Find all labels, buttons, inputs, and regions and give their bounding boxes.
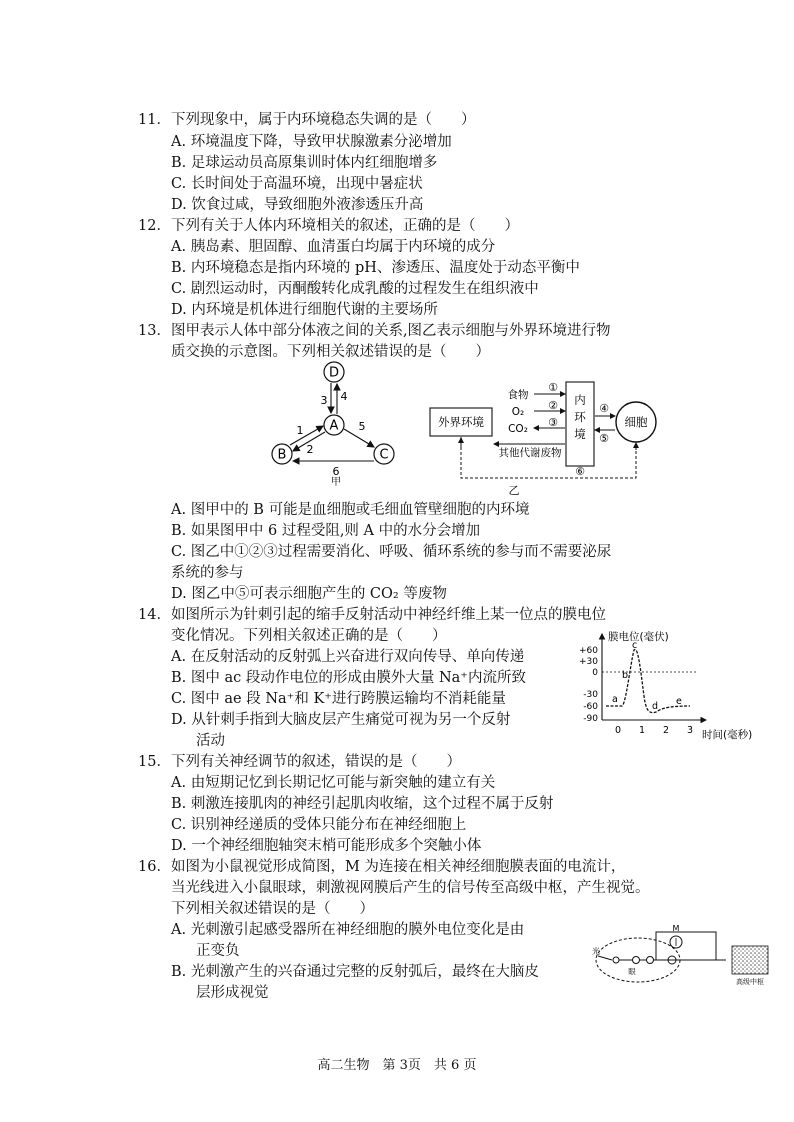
ytick-p60: +60 (579, 646, 598, 656)
q12-option-b: B. 内环境稳态是指内环境的 pH、渗透压、温度处于动态平衡中 (171, 260, 580, 276)
point-e: e (676, 696, 682, 707)
node-a-label: A (329, 418, 339, 434)
meter-label: M (672, 924, 680, 933)
question-16-stem-line1: 16．如图为小鼠视觉形成简图，M 为连接在相关神经细胞膜表面的电流计， (138, 859, 626, 875)
neuron-1 (633, 957, 640, 964)
num-6: ⑥ (575, 465, 585, 478)
q16-option-a-line2: 正变负 (196, 943, 240, 959)
higher-center-label: 高级中枢 (736, 978, 764, 986)
q15-option-b: B. 刺激连接肌肉的神经引起肌肉收缩，这个过程不属于反射 (171, 796, 554, 812)
figure-membrane-potential (566, 626, 772, 746)
num-2: ② (548, 399, 558, 412)
y-axis-label: 膜电位(毫伏) (608, 631, 669, 643)
arrow-2-label: 2 (306, 443, 314, 456)
arrow-5-label: 5 (358, 420, 366, 433)
q13-option-c-line1: C. 图乙中①②③过程需要消化、呼吸、循环系统的参与而不需要泌尿 (171, 544, 612, 560)
light-label: 光 (592, 947, 600, 956)
num-5: ⑤ (599, 432, 609, 445)
figure-yi-caption: 乙 (508, 484, 520, 497)
question-14-stem-line2: 变化情况。下列相关叙述正确的是（ ） (171, 628, 447, 644)
q14-option-c: C. 图中 ae 段 Na⁺和 K⁺进行跨膜运输均不消耗能量 (171, 691, 506, 707)
ytick-0: 0 (592, 668, 598, 678)
ytick-m60: -60 (583, 702, 598, 712)
cell-label: 细胞 (624, 415, 648, 429)
ytick-m30: -30 (583, 690, 598, 700)
ytick-m90: -90 (583, 714, 598, 724)
node-c-label: C (379, 447, 389, 463)
q12-option-c: C. 剧烈运动时，丙酮酸转化成乳酸的过程发生在组织液中 (171, 281, 539, 297)
q14-option-b: B. 图中 ac 段动作电位的形成由膜外大量 Na⁺内流所致 (171, 670, 526, 686)
figure-yi-exchange (422, 378, 670, 498)
point-c: c (632, 640, 638, 651)
q12-option-d: D. 内环境是机体进行细胞代谢的主要场所 (171, 302, 438, 318)
q13-option-c-line2: 系统的参与 (171, 565, 244, 581)
question-14-stem-line1: 14．如图所示为针刺引起的缩手反射活动中神经纤维上某一位点的膜电位 (138, 607, 606, 623)
xtick-1: 1 (638, 725, 646, 736)
question-11-stem: 11．下列现象中，属于内环境稳态失调的是（ ） (138, 112, 476, 128)
arrow-4-label: 4 (340, 390, 348, 403)
figure-jia-body-fluids (262, 358, 402, 486)
arrow-3-label: 3 (320, 394, 328, 407)
num-1: ① (548, 381, 558, 394)
question-15-stem: 15．下列有关神经调节的叙述，错误的是（ ） (138, 754, 461, 770)
q13-option-b: B. 如果图甲中 6 过程受阻,则 A 中的水分会增加 (171, 523, 481, 539)
question-12-stem: 12．下列有关于人体内环境相关的叙述，正确的是（ ） (138, 218, 519, 234)
point-a: a (612, 694, 618, 705)
q11-option-b: B. 足球运动员高原集训时体内红细胞增多 (171, 155, 438, 171)
xtick-3: 3 (686, 725, 694, 736)
num-4: ④ (599, 402, 609, 415)
receptor-cell (613, 957, 619, 963)
arrow-1-label: 1 (296, 424, 304, 437)
q16-option-b-line2: 层形成视觉 (196, 985, 269, 1001)
inner-env-char3: 境 (574, 427, 586, 441)
input-o2: O₂ (511, 406, 525, 418)
question-16-stem-line2: 当光线进入小鼠眼球，刺激视网膜后产生的信号传至高级中枢，产生视觉。 (171, 880, 650, 896)
num-3: ③ (548, 416, 558, 429)
q12-option-a: A. 胰岛素、胆固醇、血清蛋白均属于内环境的成分 (171, 239, 496, 255)
point-d: d (652, 701, 659, 712)
q15-option-a: A. 由短期记忆到长期记忆可能与新突触的建立有关 (171, 775, 496, 791)
xtick-2: 2 (662, 725, 670, 736)
q14-option-d-line2: 活动 (196, 733, 225, 749)
q16-option-a-line1: A. 光刺激引起感受器所在神经细胞的膜外电位变化是由 (171, 922, 525, 938)
light-ray (598, 956, 612, 960)
inner-env-char1: 内 (574, 393, 586, 407)
q11-option-c: C. 长时间处于高温环境，出现中暑症状 (171, 176, 423, 192)
q11-option-d: D. 饮食过咸，导致细胞外液渗透压升高 (171, 197, 424, 213)
q14-option-a: A. 在反射活动的反射弧上兴奋进行双向传导、单向传递 (171, 649, 525, 665)
figure-vision-pathway (586, 920, 776, 998)
page-footer: 高二生物 第 3页 共 6 页 (317, 1058, 477, 1073)
xtick-0: 0 (614, 725, 622, 736)
ytick-p30: +30 (579, 657, 598, 667)
arrow-6-label: 6 (332, 465, 340, 478)
input-co2: CO₂ (508, 423, 528, 435)
meter-circuit (656, 932, 716, 960)
node-d-label: D (328, 365, 340, 381)
neuron-2 (647, 957, 654, 964)
question-13-stem-line2: 质交换的示意图。下列相关叙述错误的是（ ） (171, 344, 490, 360)
point-b: b (622, 670, 629, 681)
question-16-stem-line3: 下列相关叙述错误的是（ ） (171, 901, 374, 917)
eye-label: 眼 (628, 967, 636, 976)
question-13-stem-line1: 13．图甲表示人体中部分体液之间的关系,图乙表示细胞与外界环境进行物 (138, 323, 611, 339)
outer-env-label: 外界环境 (438, 415, 484, 429)
inner-env-char2: 环 (574, 410, 586, 424)
node-b-label: B (277, 447, 287, 463)
waste-label: 其他代谢废物 (498, 447, 562, 459)
higher-center-box (732, 946, 768, 974)
input-food: 食物 (507, 389, 529, 401)
q11-option-a: A. 环境温度下降，导致甲状腺激素分泌增加 (171, 134, 452, 150)
q13-option-a: A. 图甲中的 B 可能是血细胞或毛细血管壁细胞的内环境 (171, 502, 530, 518)
q16-option-b-line1: B. 光刺激产生的兴奋通过完整的反射弧后，最终在大脑皮 (171, 964, 539, 980)
figure-jia-caption: 甲 (331, 477, 341, 486)
x-axis-label: 时间(毫秒) (702, 729, 753, 741)
q14-option-d-line1: D. 从针刺手指到大脑皮层产生痛觉可视为另一个反射 (171, 712, 511, 728)
q15-option-d: D. 一个神经细胞轴突末梢可能形成多个突触小体 (171, 838, 482, 854)
q15-option-c: C. 识别神经递质的受体只能分布在神经细胞上 (171, 817, 467, 833)
q13-option-d: D. 图乙中⑤可表示细胞产生的 CO₂ 等废物 (171, 586, 447, 602)
